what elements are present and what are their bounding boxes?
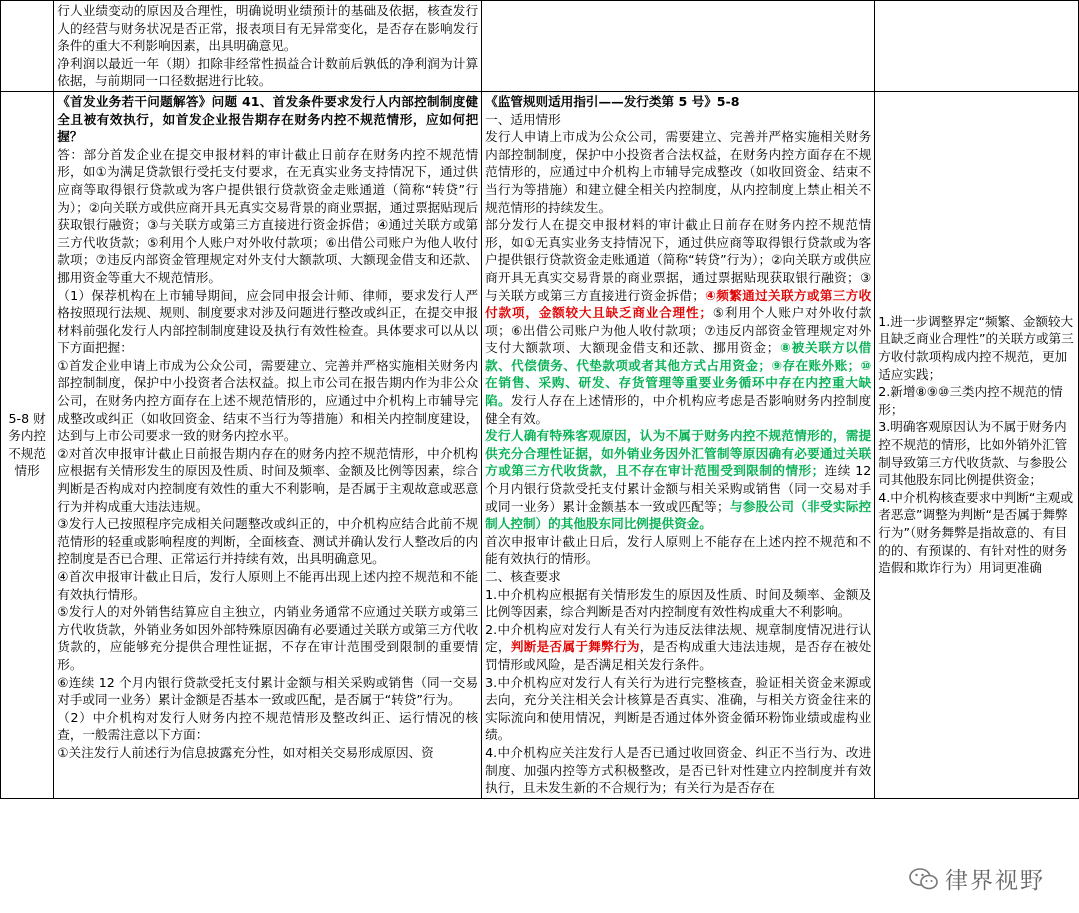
left-p1: 答：部分首发企业在提交申报材料的审计截止日前存在财务内控不规范情形，如①为满足贷款银行受托支付要求，在无真实业务支持情况下，通过供应商等取得银行贷款或为客户提供银行贷款资金走账通道（简称“转贷”行为）；②向关联方或供应商开具无真实交易背景的商业票据，通过票据贴现后获取银行融资；③与关联方或第三方直接进行资金拆借；④通过关联方或第三方代收货款；⑤利用个人账户对外收付款项；⑥出借公司账户为他人收付款项；⑦违反内部资金管理规定对外支付大额款项、大额现金借支和还款、挪用资金等重大不规范情形。 [57, 146, 479, 285]
left-title: 《首发业务若干问题解答》问题 41、首发条件要求发行人内部控制制度健全且被有效执行，如首发企业报告期存在财务内控不规范情形，应如何把握？ [57, 93, 479, 145]
watermark [907, 862, 1047, 895]
top-notes-cell [875, 1, 1079, 92]
right-section-1: 一、适用情形 [485, 111, 561, 127]
left-p3: ①首发企业申请上市成为公众公司，需要建立、完善并严格实施相关财务内部控制制度，保护中小投资者合法权益。拟上市公司在报告期内作为非公众公司，在财务内控方面存在上述不规范情形的，应通过中介机构上市辅导完成整改或纠正（如收回资金、结束不当行为等措施）和相关内控制度建设，达到与上市公司要求一致的财务内控水平。 [57, 357, 479, 444]
right-r3-block [485, 427, 871, 533]
right-r6-block [485, 621, 871, 674]
top-text-cell [54, 1, 482, 92]
right-r6b: ，是否构成重大违法违规，是否存在被处罚情形或风险，是否满足相关发行条件。 [485, 639, 872, 672]
left-p4: ②对首次申报审计截止日前报告期内存在的财务内控不规范情形，中介机构应根据有关情形发生的原因及性质、时间及频率、金额及比例等因素，综合判断是否构成对内控制度有效性的重大不利影响，是否属于主观故意或恶意行为并构成重大违法违规。 [57, 445, 479, 514]
left-p7: ⑤发行人的对外销售结算应自主独立，内销业务通常不应通过关联方或第三方代收货款，外销业务如因外部特殊原因确有必要通过关联方或第三方代收货款的，应能够充分提供合理性证据，不存在审计范围受到限制的重要情形。 [57, 604, 479, 672]
right-r8: 4.中介机构应关注发行人是否已通过收回资金、纠正不当行为、改进制度、加强内控等方式积极整改，是否已针对性建立内控制度并有效执行，且未发生新的不合规行为；有关行为是否存在 [485, 744, 872, 796]
right-r2b: ⑤利用个人账户对外收付款项；⑥出借公司账户为他人收付款项；⑦违反内部资金管理规定对外支付大额款项、大额现金借支和还款、挪用资金； [485, 305, 872, 356]
right-r5: 1.中介机构应根据有关情形发生的原因及性质、时间及频率、金额及比例等因素，综合判断是否对内控制度有效性构成重大不利影响。 [485, 586, 872, 620]
right-rules-cell [482, 91, 875, 798]
table-row [1, 91, 1079, 798]
notes-cell [875, 91, 1079, 798]
right-r3-green: 发行人确有特殊客观原因，认为不属于财务内控不规范情形的，需提供充分合理性证据，如外销业务因外汇管制等原因确有必要通过关联方或第三方代收货款，且不存在审计范围受到限制的情形； [485, 428, 872, 479]
left-p9: （2）中介机构对发行人财务内控不规范情形及整改纠正、运行情况的核查，一般需注意以下方面： [57, 709, 479, 743]
right-title: 《监管规则适用指引——发行类第 5 号》5-8 [485, 93, 740, 109]
right-section-2: 二、核查要求 [485, 569, 561, 584]
right-r3-green2: 与参股公司（非受实际控制人控制）的其他股东同比例提供资金。 [485, 498, 872, 532]
top-right-cell [482, 1, 875, 92]
note-2: 2.新增⑧⑨⑩三类内控不规范的情形； [878, 384, 1063, 417]
left-p2: （1）保荐机构在上市辅导期间，应会同申报会计师、律师，要求发行人严格按照现行法规、规则、制度要求对涉及问题进行整改或纠正，在提交申报材料前强化发行人内部控制制度建设及执行有效性检查。具体要求可以从以下方面把握： [57, 287, 479, 356]
right-r6-red: 判断是否属于舞弊行为 [510, 639, 640, 655]
row-label: 5-8 财务内控不规范情形 [1, 91, 54, 798]
right-r7: 3.中介机构应对发行人有关行为进行完整核查，验证相关资金来源或去向，充分关注相关会计核算是否真实、准确，与相关方资金往来的实际流向和使用情况，判断是否通过体外资金循环粉饰业绩或虚构业绩。 [485, 674, 872, 743]
top-left-cell [1, 1, 54, 92]
top-text-2: 净利润以最近一年（期）扣除非经常性损益合计数前后孰低的净利润为计算依据，与前期同一口径数据进行比较。 [57, 55, 479, 89]
right-r4: 首次申报审计截止日后，发行人原则上不能存在上述内控不规范和不能有效执行的情形。 [485, 533, 872, 567]
right-r2-block [485, 216, 871, 427]
note-3: 3.明确客观原因认为不属于财务内控不规范的情形，比如外销外汇管制导致第三方代收货款、与参股公司其他股东同比例提供资金； [878, 419, 1068, 488]
right-r2: 部分发行人在提交申报材料的审计截止日前存在财务内控不规范情形，如①无真实业务支持情况下，通过供应商等取得银行贷款或为客户提供银行贷款资金走账通道（简称“转贷”行为）；②向关联方或供应商开具无真实交易背景的商业票据，通过票据贴现获取银行融资；③与关联方或第三方直接进行资金拆借； [485, 217, 872, 303]
top-text-1: 行人业绩变动的原因及合理性，明确说明业绩预计的基础及依据，核查发行人的经营与财务状况是否正常，报表项目有无异常变化，是否存在影响发行条件的重大不利影响因素，出具明确意见。 [57, 3, 479, 54]
right-r2-red: ④频繁通过关联方或第三方收付款项，金额较大且缺乏商业合理性； [485, 287, 872, 321]
right-r1: 发行人申请上市成为公众公司，需要建立、完善并严格实施相关财务内部控制制度，保护中小投资者合法权益，在财务内控方面存在不规范情形的，应通过中介机构上市辅导完成整改（如收回资金、结束不当行为等措施）和建立健全相关内控制度，从内控制度上禁止相关不规范情形的持续发生。 [485, 129, 872, 215]
note-1: 1.进一步调整界定“频繁、金额较大且缺乏商业合理性”的关联方或第三方收付款项构成内控不规范，更加适应实践； [878, 313, 1074, 382]
left-p8: ⑥连续 12 个月内银行贷款受托支付累计金额与相关采购或销售（同一交易对手或同一业务）累计金额是否基本一致或匹配，是否属于“转贷”行为。 [57, 674, 479, 708]
left-p6: ④首次申报审计截止日后，发行人原则上不能再出现上述内控不规范和不能有效执行情形。 [57, 569, 479, 602]
table-row [1, 1, 1079, 92]
left-p5: ③发行人已按照程序完成相关问题整改或纠正的，中介机构应结合此前不规范情形的轻重或影响程度的判断，全面核查、测试并确认发行人整改后的内控制度是否已合理、正常运行并持续有效，出具明确意见。 [57, 516, 479, 567]
left-p10: ①关注发行人前述行为信息披露充分性，如对相关交易形成原因、资 [57, 744, 434, 760]
right-r2c: 发行人存在上述情形的，中介机构应考虑是否影响财务内控制度健全有效。 [485, 393, 872, 426]
right-r2-green: ⑧被关联方以借款、代偿债务、代垫款项或者其他方式占用资金；⑨存在账外账；⑩在销售、采购、研发、存货管理等重要业务循环中存在内控重大缺陷。 [485, 340, 872, 409]
right-r3: 连续 12 个月内银行贷款受托支付累计金额与相关采购或销售（同一交易对手或同一业务）累计金额基本一致或匹配等； [485, 463, 872, 514]
note-4: 4.中介机构核查要求中判断“主观或者恶意”调整为判断“是否属于舞弊行为”（财务舞弊是指故意的、有目的的、有预谋的、有针对性的财务造假和欺诈行为）用词更准确 [878, 489, 1074, 576]
watermark-text: 律界视野 [945, 868, 1045, 894]
wechat-icon [909, 867, 939, 891]
left-rules-cell [54, 91, 482, 798]
right-r6a: 2.中介机构应对发行人有关行为违反法律法规、规章制度情况进行认定， [485, 621, 872, 655]
